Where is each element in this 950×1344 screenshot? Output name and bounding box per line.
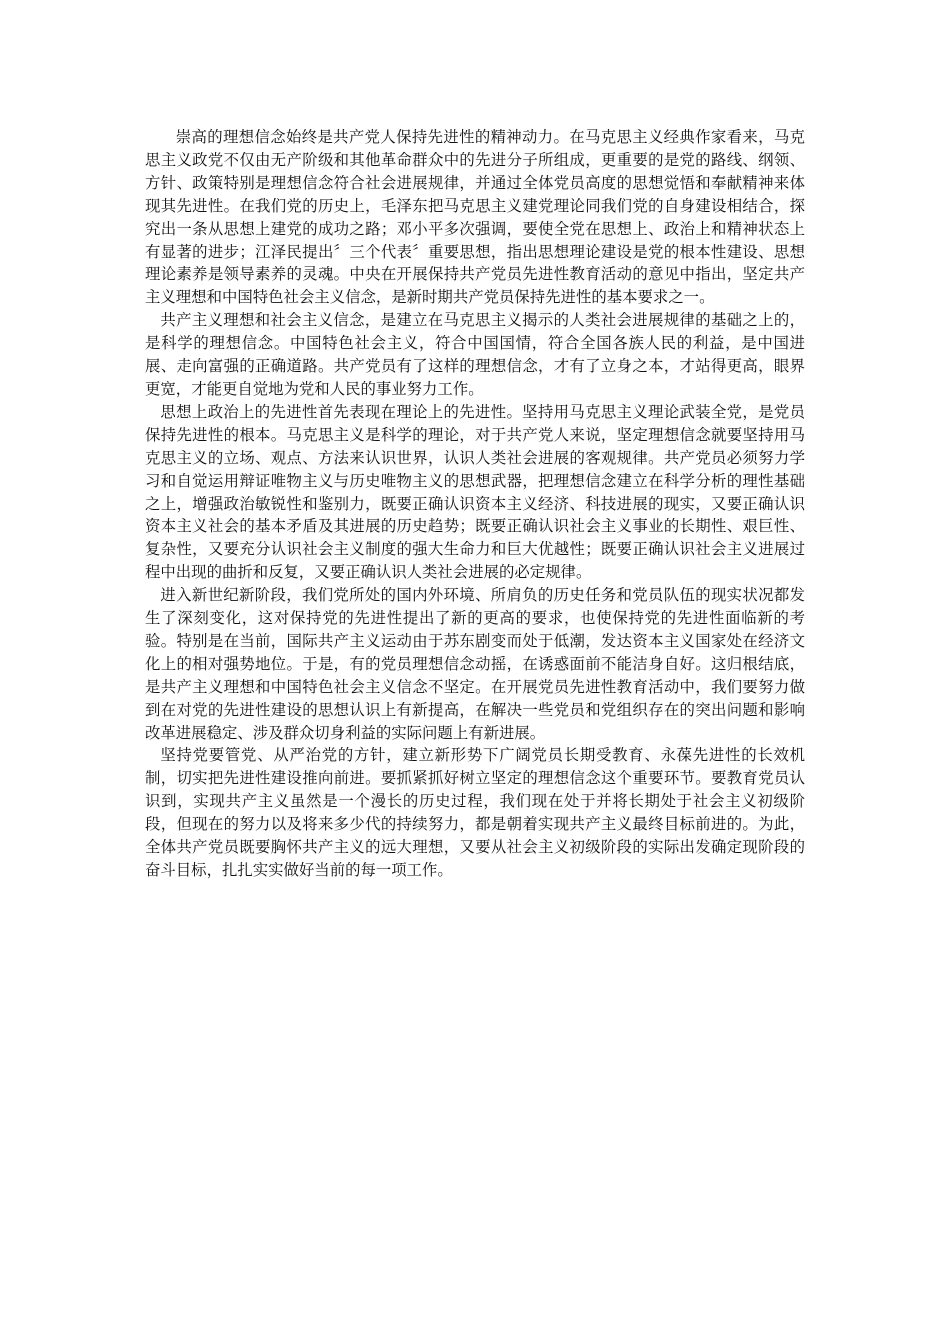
paragraph-4: 进入新世纪新阶段，我们党所处的国内外环境、所肩负的历史任务和党员队伍的现实状况都发生了深刻变化，这对保持党的先进性提出了新的更高的要求，也使保持党的先进性面临新的考验。特别是在当前，国际共产主义运动由于苏东剧变而处于低潮，发达资本主义国家处在经济文化上的相对强势地位。于是，有的党员理想信念动摇，在诱惑面前不能洁身自好。这归根结底，是共产主义理想和中国特色社会主义信念不坚定。在开展党员先进性教育活动中，我们要努力做到在对党的先进性建设的思想认识上有新提高，在解决一些党员和党组织存在的突出问题和影响改革进展稳定、涉及群众切身利益的实际问题上有新进展。	[145, 586, 805, 742]
document-body	[145, 126, 805, 882]
paragraph-3: 思想上政治上的先进性首先表现在理论上的先进性。坚持用马克思主义理论武装全党，是党员保持先进性的根本。马克思主义是科学的理论，对于共产党人来说，坚定理想信念就要坚持用马克思主义的立场、观点、方法来认识世界，认识人类社会进展的客观规律。共产党员必须努力学习和自觉运用辩证唯物主义与历史唯物主义的思想武器，把理想信念建立在科学分析的理性基础之上，增强政治敏锐性和鉴别力，既要正确认识资本主义经济、科技进展的现实，又要正确认识资本主义社会的基本矛盾及其进展的历史趋势；既要正确认识社会主义事业的长期性、艰巨性、复杂性，又要充分认识社会主义制度的强大生命力和巨大优越性；既要正确认识社会主义进展过程中出现的曲折和反复，又要正确认识人类社会进展的必定规律。	[145, 402, 805, 582]
paragraph-1: 崇高的理想信念始终是共产党人保持先进性的精神动力。在马克思主义经典作家看来，马克思主义政党不仅由无产阶级和其他革命群众中的先进分子所组成，更重要的是党的路线、纲领、方针、政策特别是理想信念符合社会进展规律，并通过全体党员高度的思想觉悟和奉献精神来体现其先进性。在我们党的历史上，毛泽东把马克思主义建党理论同我们党的自身建设相结合，探究出一条从思想上建党的成功之路；邓小平多次强调，要使全党在思想上、政治上和精神状态上有显著的进步；江泽民提出〞三个代表〞重要思想，指出思想理论建设是党的根本性建设、思想理论素养是领导素养的灵魂。中央在开展保持共产党员先进性教育活动的意见中指出，坚定共产主义理想和中国特色社会主义信念，是新时期共产党员保持先进性的基本要求之一。	[145, 128, 805, 307]
paragraph-2: 共产主义理想和社会主义信念，是建立在马克思主义揭示的人类社会进展规律的基础之上的，是科学的理想信念。中国特色社会主义，符合中国国情，符合全国各族人民的利益，是中国进展、走向富强的正确道路。共产党员有了这样的理想信念，才有了立身之本，才站得更高，眼界更宽，才能更自觉地为党和人民的事业努力工作。	[145, 311, 805, 398]
paragraph-5: 坚持党要管党、从严治党的方针，建立新形势下广阔党员长期受教育、永葆先进性的长效机制，切实把先进性建设推向前进。要抓紧抓好树立坚定的理想信念这个重要环节。要教育党员认识到，实现共产主义虽然是一个漫长的历史过程，我们现在处于并将长期处于社会主义初级阶段，但现在的努力以及将来多少代的持续努力，都是朝着实现共产主义最终目标前进的。为此，全体共产党员既要胸怀共产主义的远大理想，又要从社会主义初级阶段的实际出发确定现阶段的奋斗目标，扎扎实实做好当前的每一项工作。	[145, 746, 805, 879]
